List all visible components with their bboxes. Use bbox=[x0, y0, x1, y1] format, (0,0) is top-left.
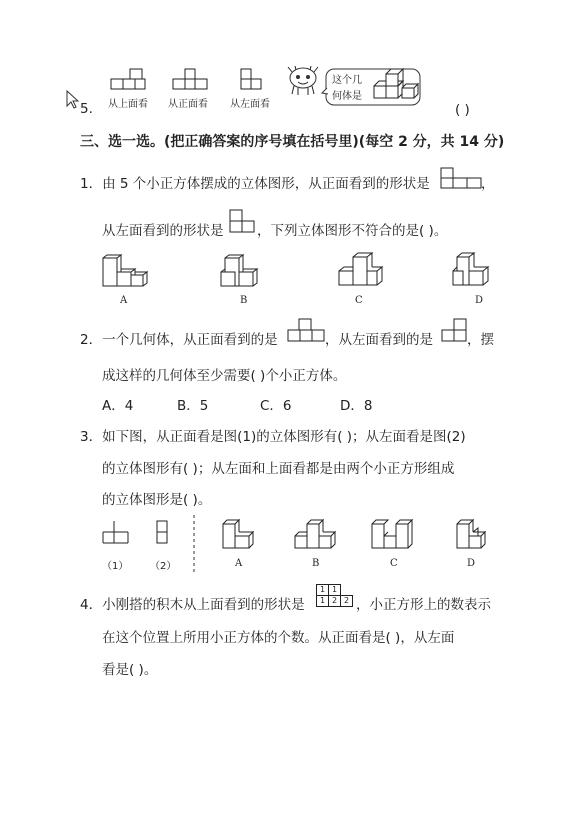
section-title: 三、选一选。(把正确答案的序号填在括号里)(每空 2 分，共 14 分) bbox=[80, 134, 505, 150]
q3-view2-figure bbox=[156, 520, 176, 546]
q5-number: 5. bbox=[80, 101, 93, 117]
q1-line1-end: ， bbox=[481, 176, 495, 192]
q2-front-view-figure bbox=[287, 318, 329, 344]
q1-line2a: 从左面看到的形状是 bbox=[102, 223, 224, 239]
q2-line1a: 2．一个几何体，从正面看到的是 bbox=[80, 332, 278, 348]
q5-bubble-line1: 这个几 bbox=[332, 75, 362, 86]
q3-dashed-divider bbox=[193, 515, 197, 575]
q2-line2: 成这样的几何体至少需要( )个小正方体。 bbox=[102, 368, 347, 384]
q1-option-d-label[interactable]: D bbox=[475, 295, 484, 306]
q4-grid-cell: 2 bbox=[328, 595, 341, 607]
q1-option-d-figure bbox=[452, 253, 502, 291]
q4-line3: 看是( )。 bbox=[102, 662, 158, 678]
q1-line2b: ，下列立体图形不符合的是( )。 bbox=[257, 223, 448, 239]
q3-option-b-label[interactable]: B bbox=[312, 558, 320, 569]
q1-option-c-figure bbox=[338, 253, 388, 291]
q3-option-c-figure bbox=[371, 520, 419, 552]
q3-option-d-label[interactable]: D bbox=[467, 558, 476, 569]
q5-top-view-figure bbox=[110, 68, 150, 92]
q1-line1: 1．由 5 个小正方体摆成的立体图形，从正面看到的形状是 bbox=[80, 176, 430, 192]
q3-option-a-label[interactable]: A bbox=[235, 558, 243, 569]
q4-top-view-grid bbox=[316, 584, 356, 608]
q5-left-view-figure bbox=[240, 68, 270, 92]
q3-option-b-figure bbox=[294, 520, 342, 552]
q5-answer-blank[interactable]: ( ) bbox=[455, 102, 470, 118]
q4-grid-cell: 2 bbox=[340, 595, 353, 607]
q2-line1c: ，摆 bbox=[467, 332, 494, 348]
q3-option-a-figure bbox=[222, 520, 264, 552]
q3-option-c-label[interactable]: C bbox=[390, 558, 398, 569]
q5-front-view-figure bbox=[172, 68, 212, 92]
q2-choice-a[interactable]: A．4 bbox=[102, 398, 134, 414]
q3-view1-label: （1） bbox=[102, 561, 129, 572]
cursor-arrow-icon bbox=[66, 90, 80, 110]
q5-view-label-left: 从左面看 bbox=[230, 99, 270, 110]
q1-option-c-label[interactable]: C bbox=[355, 295, 363, 306]
q3-line2: 的立体图形有( )；从左面和上面看都是由两个小正方形组成 bbox=[102, 461, 455, 477]
q1-left-view-figure bbox=[229, 209, 259, 235]
q2-choice-b[interactable]: B．5 bbox=[177, 398, 209, 414]
q4-line1a: 4．小刚搭的积木从上面看到的形状是 bbox=[80, 597, 305, 613]
q1-option-a-figure bbox=[102, 255, 152, 291]
q4-line1b: ，小正方形上的数表示 bbox=[356, 597, 491, 613]
q3-view2-label: （2） bbox=[150, 561, 177, 572]
q1-option-b-label[interactable]: B bbox=[240, 295, 248, 306]
q3-line3: 的立体图形是( )。 bbox=[102, 492, 212, 508]
q2-choice-c[interactable]: C．6 bbox=[260, 398, 292, 414]
q2-line1b: ，从左面看到的是 bbox=[325, 332, 433, 348]
q5-view-label-top: 从上面看 bbox=[108, 99, 148, 110]
q1-option-b-figure bbox=[220, 255, 270, 291]
q1-option-a-label[interactable]: A bbox=[120, 295, 128, 306]
q3-option-d-figure bbox=[456, 520, 496, 552]
q3-view1-figure bbox=[102, 520, 132, 546]
q2-choice-d[interactable]: D．8 bbox=[340, 398, 373, 414]
q3-line1: 3．如下图，从正面看是图(1)的立体图形有( )；从左面看是图(2) bbox=[80, 429, 466, 445]
q4-grid-cell: 1 bbox=[328, 584, 341, 596]
q4-grid-cell: 1 bbox=[316, 595, 329, 607]
q4-grid-cell: 1 bbox=[316, 584, 329, 596]
q1-front-view-figure bbox=[440, 167, 484, 191]
q5-bubble-line2: 何体是 bbox=[332, 91, 362, 102]
q5-view-label-front: 从正面看 bbox=[168, 99, 208, 110]
q4-line2: 在这个位置上所用小正方体的个数。从正面看是( )，从左面 bbox=[102, 630, 455, 646]
q5-cartoon-mascot-icon bbox=[286, 66, 320, 96]
